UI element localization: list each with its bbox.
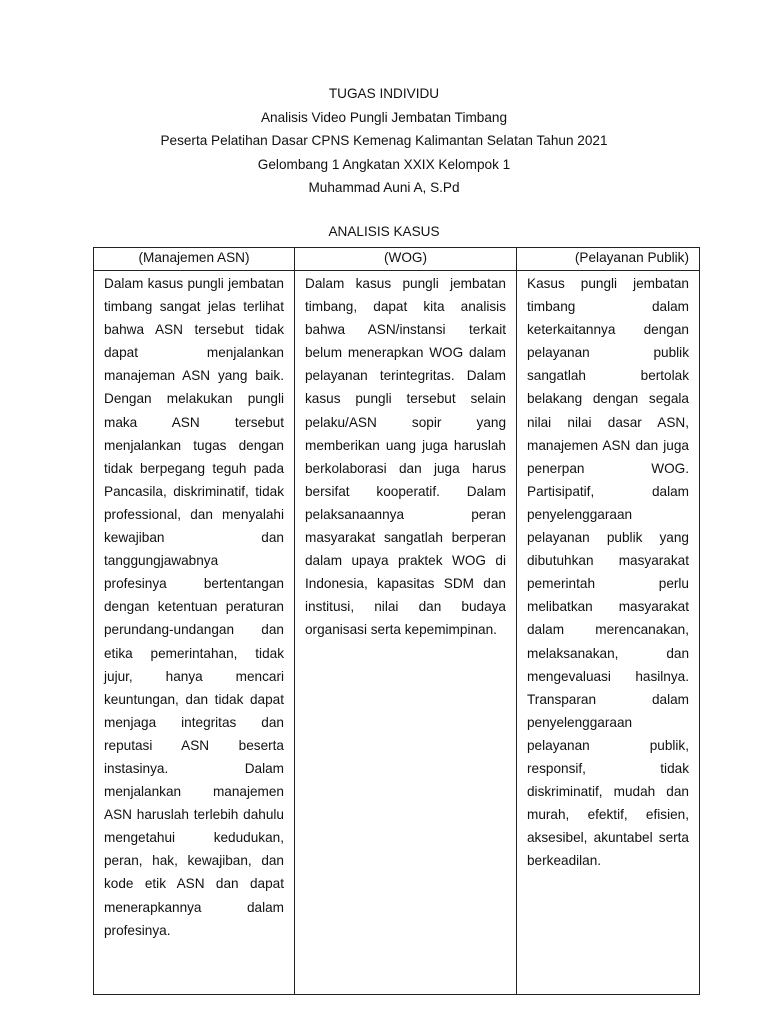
document-title: TUGAS INDIVIDU <box>328 86 440 101</box>
participant-group: Gelombang 1 Angkatan XXIX Kelompok 1 <box>257 156 511 172</box>
participant-program: Peserta Pelatihan Dasar CPNS Kemenag Kalimantan Selatan Tahun 2021 <box>160 133 608 148</box>
cell-pelayanan-publik: Kasus pungli jembatan timbang dalam keterkaitannya dengan pelayanan publik sangatlah bertolak belakang dengan segala nilai nilai dasar ASN, manajemen ASN dan juga penerpan WOG. Partisipatif, dalam penyelenggaraan pelayanan publik yang dibutuhkan masyarakat pemerintah perlu melibatkan masyarakat dalam merencanakan, melaksanakan, dan mengevaluasi hasilnya. Transparan dalam penyelenggaraan pelayanan publik, responsif, tidak diskriminatif, mudah dan murah, efektif, efisien, aksesibel, akuntabel serta berkeadilan. <box>517 271 700 995</box>
analysis-table <box>93 247 700 995</box>
column-header-pelayanan-publik: (Pelayanan Publik) <box>517 248 700 271</box>
section-title: ANALISIS KASUS <box>328 224 440 239</box>
column-header-wog: (WOG) <box>295 248 517 271</box>
table-header-row <box>94 248 700 271</box>
document-subtitle: Analisis Video Pungli Jembatan Timbang <box>260 109 508 125</box>
table-row <box>94 271 700 995</box>
author-name: Muhammad Auni A, S.Pd <box>308 180 460 195</box>
cell-manajemen-asn: Dalam kasus pungli jembatan timbang sangat jelas terlihat bahwa ASN tersebut tidak dapat menjalankan manajeman ASN yang baik. Dengan melakukan pungli maka ASN tersebut menjalankan tugas dengan tidak berpegang teguh pada Pancasila, diskriminatif, tidak professional, dan menyalahi kewajiban dan tanggungjawabnya profesinya bertentangan dengan ketentuan peraturan perundang-undangan dan etika pemerintahan, tidak jujur, hanya mencari keuntungan, dan tidak dapat menjaga integritas dan reputasi ASN beserta instasinya. Dalam menjalankan manajemen ASN haruslah terlebih dahulu mengetahui kedudukan, peran, hak, kewajiban, dan kode etik ASN dan dapat menerapkannya dalam profesinya. <box>94 271 295 995</box>
document-header <box>0 82 768 200</box>
cell-wog: Dalam kasus pungli jembatan timbang, dapat kita analisis bahwa ASN/instansi terkait belum menerapkan WOG dalam pelayanan terintegritas. Dalam kasus pungli tersebut selain pelaku/ASN sopir yang memberikan uang juga haruslah berkolaborasi dan juga harus bersifat kooperatif. Dalam pelaksanaannya peran masyarakat sangatlah berperan dalam upaya praktek WOG di Indonesia, kapasitas SDM dan institusi, nilai dan budaya organisasi serta kepemimpinan. <box>295 271 517 995</box>
column-header-manajemen-asn: (Manajemen ASN) <box>94 248 295 271</box>
